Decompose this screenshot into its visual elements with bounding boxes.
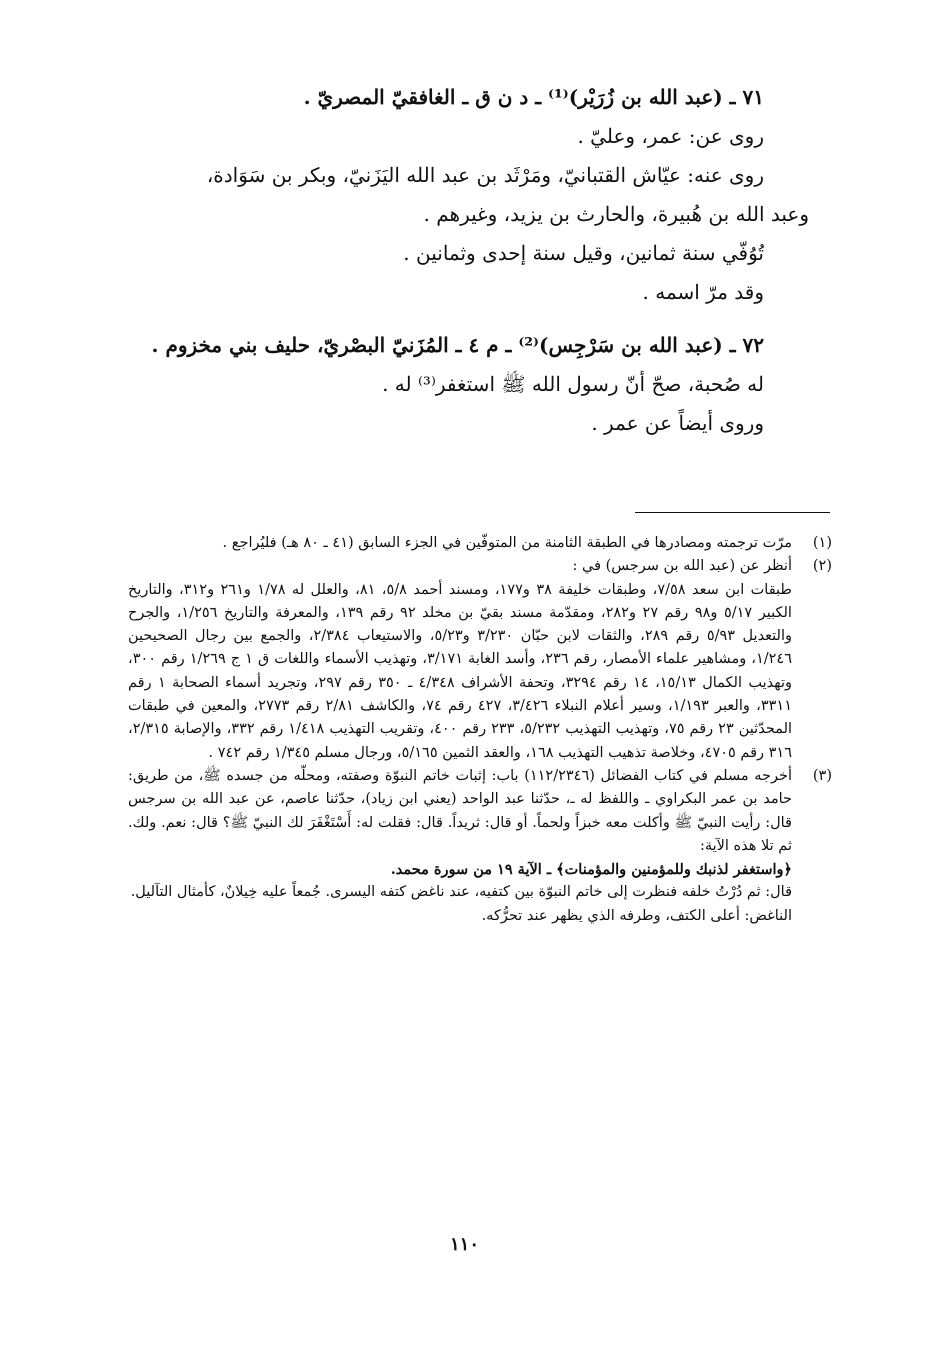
footnote-verse: ﴿واستغفر لذنبك وللمؤمنين والمؤمنات﴾ ـ الآية ١٩ من سورة محمد. (390, 861, 792, 879)
footnote-sources: طبقات ابن سعد ٧/٥٨، وطبقات خليفة ٣٨ و١٧٧، ومسند أحمد ٥/٨، ٨١، والعلل له ١/٧٨ و٢٦١ و٣١٢، والتاريخ الكبير ٥/١٧ و٩٨ رقم ٢٧ و٢٨٢، ومقدّمة مسند بقيّ بن مخلد ٩٢ رقم ١٣٩، والمعرفة والتاريخ ١/٢٥٦، والجرح والتعديل ٥/٩٣ رقم ٢٨٩، والثقات لابن حبّان ٣/٢٣٠ و٥/٢٣، والاستيعاب ٢/٣٨٤، والجمع بين رجال الصحيحين ١/٢٤٦، ومشاهير علماء الأمصار، رقم ٢٣٦، وأسد الغابة ٣/١٧١، وتهذيب الأسماء واللغات ق ١ ج ١/٢٦٩ رقم ٣٠٠، وتهذيب الكمال ١٥/١٣، ١٤ رقم ٣٢٩٤، وتحفة الأشراف ٤/٣٤٨ ـ ٣٥٠ رقم ٢٩٧، وتجريد أسماء الصحابة ١ رقم ٣٣١١، والعبر ١/١٩٣، وسير أعلام النبلاء ٣/٤٢٦، ٤٢٧ رقم ٧٤، والكاشف ٢/٨١ رقم ٢٧٧٣، والمعين في طبقات المحدّثين ٢٣ رقم ٧٥، وتهذيب التهذيب ٥/٢٣٢، ٢٣٣ رقم ٤٠٠، وتقريب التهذيب ١/٤١٨ رقم ٣٣٢، والإصابة ٢/٣١٥، ٣١٦ رقم ٤٧٠٥، وخلاصة تذهيب التهذيب ١٦٨، والعقد الثمين ٥/١٦٥، ورجال مسلم ١/٣٤٥ رقم ٧٤٢ . (128, 581, 793, 761)
entry-71-heading: ٧١ ـ (عبد الله بن زُرَيْر)⁽¹⁾ ـ د ن ق ـ الغافقيّ المصريّ . (303, 85, 764, 109)
footnote-separator (635, 512, 830, 513)
entry-72-also: وروى أيضاً عن عمر . (591, 411, 764, 435)
main-text (120, 78, 809, 443)
footnote-text: مرّت ترجمته ومصادرها في الطبقة الثامنة من المتوفّين في الجزء السابق (٤١ ـ ٨٠ هـ) فليُراجع . (222, 535, 792, 551)
footnote-number: (٣) (812, 767, 832, 784)
footnote-1 (128, 532, 832, 555)
entry-72-companion: له صُحبة، صحّ أنّ رسول الله ﷺ استغفر⁽³⁾ له . (382, 372, 764, 396)
footnote-text: قال: ثم دُرْتُ خلفه فنظرت إلى خاتم النبوّة بين كتفيه، عند ناغض كتفه اليسرى. جُمعاً عليه خِيلانٌ، كأمثال التآليل. (130, 884, 792, 901)
page-number: ١١٠ (449, 1234, 479, 1255)
footnote-text: أخرجه مسلم في كتاب الفضائل (١١٢/٢٣٤٦) باب: إثبات خاتم النبوّة وصفته، ومحلّه من جسده ﷺ، من طريق: حامد بن عمر البكراوي ـ واللفظ له ـ، حدّثنا عبد الواحد (يعني ابن زياد)، حدّثنا عاصم، عن عبد الله بن سرجس قال: رأيت النبيّ ﷺ وأكلت معه خبزاً ولحماً. أو قال: ثريداً. قال: فقلت له: أَسْتَغْفَرَ لك النبيّ ﷺ؟ قال: نعم. ولك. ثم تلا هذه الآية: (128, 767, 793, 854)
footnote-text: أنظر عن (عبد الله بن سرجس) في : (572, 558, 792, 575)
footnote-text: الناغض: أعلى الكتف، وطرفه الذي يظهر عند تحرُّكه. (481, 907, 792, 924)
entry-71-rawa-anhu-line2: وعبد الله بن هُبيرة، والحارث بن يزيد، وغيرهم . (423, 202, 809, 226)
entry-71-rawa-anhu-line1: روى عنه: عيّاش القتبانيّ، ومَرْثَد بن عبد الله اليَزَنيّ، وبكر بن سَوَادة، (206, 163, 764, 187)
entry-71-death: تُوُفّي سنة ثمانين، وقيل سنة إحدى وثمانين . (403, 241, 764, 265)
footnote-number: (٢) (812, 558, 832, 575)
entry-71-rawa-an: روى عن: عمر، وعليّ . (577, 124, 764, 148)
entry-71-note: وقد مرّ اسمه . (642, 280, 764, 304)
entry-72-heading: ٧٢ ـ (عبد الله بن سَرْجِس)⁽²⁾ ـ م ٤ ـ المُزَنيّ البصْريّ، حليف بني مخزوم . (151, 333, 764, 357)
footnote-3 (128, 765, 832, 928)
footnotes (128, 532, 832, 928)
footnote-number: (١) (812, 535, 832, 551)
footnote-2 (128, 555, 832, 765)
